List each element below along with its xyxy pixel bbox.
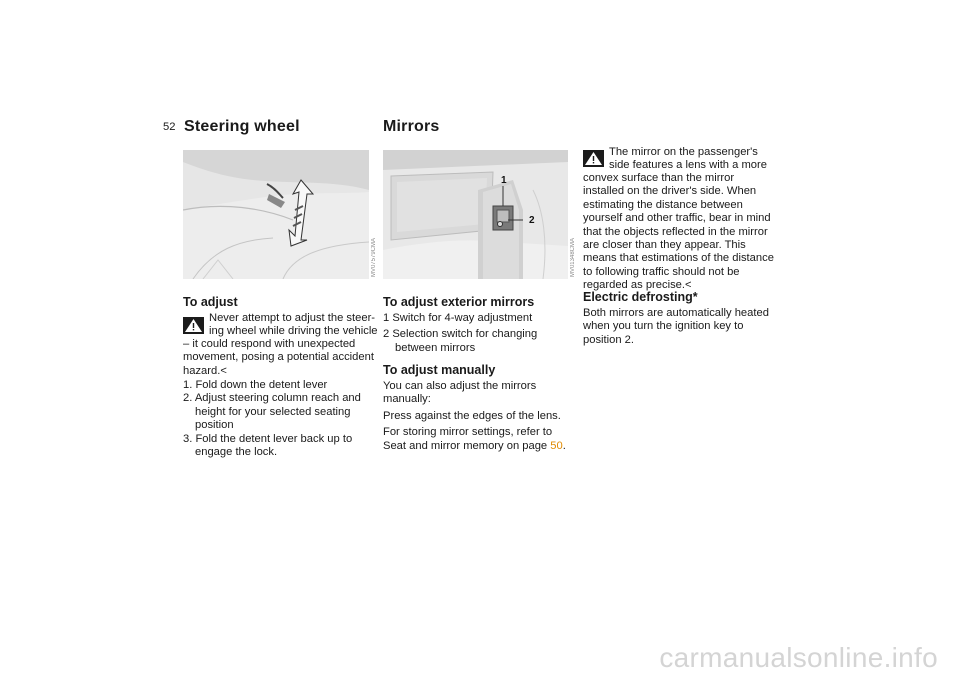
step-3: 3. Fold the detent lever back up to engage the lock. xyxy=(183,432,353,459)
image-code: MV07579CMA xyxy=(371,238,377,278)
warning-icon xyxy=(183,317,204,334)
callout-2: 2 xyxy=(529,215,535,226)
manual-text-2: Press against the edges of the lens. xyxy=(383,409,561,422)
callout-1: 1 xyxy=(501,175,507,186)
mirror-item-2: 2 Selection switch for changing between mirrors xyxy=(383,328,538,354)
warning-line-2: ing wheel while driving the vehicle xyxy=(209,325,378,337)
warning-line-1: Never attempt to adjust the steer- xyxy=(209,312,376,324)
warning-text: – it could respond with unexpected movement, posing a potential accident hazard.< xyxy=(183,338,374,377)
section-title-mirrors: Mirrors xyxy=(383,118,440,135)
subheading-adjust-exterior-mirrors: To adjust exterior mirrors xyxy=(383,295,535,309)
page-number: 52 xyxy=(163,121,176,133)
warning-icon xyxy=(583,150,604,167)
page-link[interactable]: 50 xyxy=(550,439,563,452)
defrost-text: Both mirrors are automatically heated when you turn the ignition key to position 2. xyxy=(583,307,769,346)
mirror-switch-illustration xyxy=(383,150,568,279)
manual-text-3: For storing mirror settings, refer to Seat and mirror memory on page 50. xyxy=(383,426,566,452)
section-title-steering-wheel: Steering wheel xyxy=(184,118,300,135)
mirror-warning-line-1: The mirror on the passenger's xyxy=(609,146,758,158)
subheading-electric-defrosting: Electric defrosting* xyxy=(583,290,698,304)
step-1: 1. Fold down the detent lever xyxy=(183,379,328,391)
mirror-warning-text: convex surface than the mirror installed on the driver's side. When estimating the distance between yourself and other traffic, bear in mind that the objects reflected in the mirror are closer than they appear. This means that estimations of the distance to following traffic should not be regarded as precise.< xyxy=(583,172,774,292)
step-2: 2. Adjust steering column reach and height for your selected seating position xyxy=(183,392,361,432)
adjust-steps-list xyxy=(183,379,375,459)
steering-wheel-illustration xyxy=(183,150,369,279)
manual-text-1: You can also adjust the mirrors manually: xyxy=(383,380,537,406)
mirror-warning-line-2: side features a lens with a more xyxy=(609,159,767,171)
mirror-item-1: 1 Switch for 4-way adjustment xyxy=(383,312,533,324)
manual-text xyxy=(383,380,578,453)
subheading-adjust-manually: To adjust manually xyxy=(383,363,496,377)
footer-watermark[interactable]: carmanualsonline.info xyxy=(659,642,938,673)
subheading-to-adjust: To adjust xyxy=(183,295,238,309)
mirror-items-list xyxy=(383,312,578,355)
image-code: MV01348CMA xyxy=(570,238,576,278)
